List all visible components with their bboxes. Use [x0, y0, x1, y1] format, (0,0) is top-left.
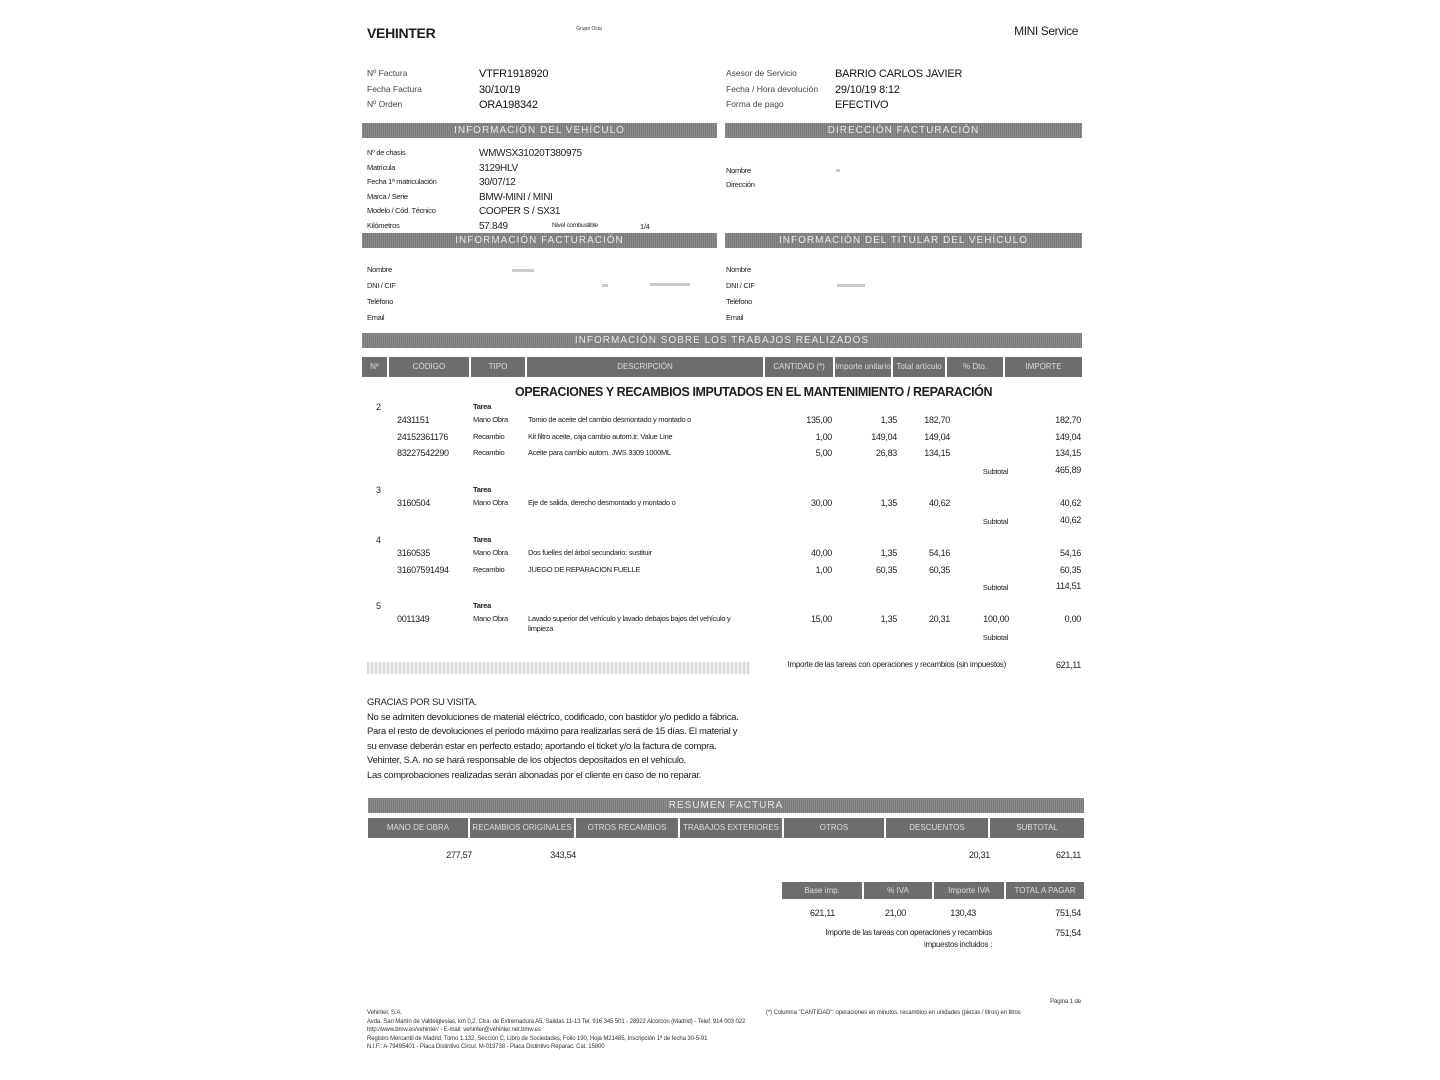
task-number: 3	[376, 485, 381, 495]
grand-total: 751,54	[1055, 928, 1081, 938]
order-number: ORA198342	[479, 99, 538, 111]
company-footer	[367, 1009, 745, 1052]
cell-unit: 26,83	[875, 448, 897, 458]
scan-artifact	[367, 662, 750, 674]
registration-date-label: Fecha 1ª matriculación	[367, 177, 437, 186]
model-label: Modelo / Cód. Técnico	[367, 206, 436, 215]
col-code: CÓDIGO	[389, 357, 469, 377]
cell-qty: 135,00	[806, 415, 832, 425]
summary-col-discounts: DESCUENTOS	[886, 818, 988, 838]
operations-total: 621,11	[1055, 660, 1081, 670]
mileage: 57.849	[479, 221, 508, 232]
redacted-mark	[602, 284, 608, 287]
cell-unit: 60,35	[875, 564, 897, 575]
client-id-label: DNI / CIF	[367, 281, 396, 290]
invoice-date-label: Fecha Factura	[367, 84, 422, 94]
tax-header	[782, 882, 1084, 899]
plate-label: Matrícula	[367, 163, 396, 172]
terms-line: Vehinter, S.A. no se hará responsable de los objectos depositados en el vehículo.	[367, 755, 686, 766]
holder-email-label: Email	[726, 313, 744, 322]
task-label: Tarea	[473, 485, 491, 494]
task-label: Tarea	[473, 402, 491, 411]
col-unit-price: Importe unitario	[835, 357, 891, 377]
subtotal-value: 465,89	[1055, 464, 1081, 475]
cell-amount: 134,15	[1055, 448, 1081, 458]
tax-col-base: Base imp.	[782, 882, 862, 899]
billing-name-label: Nombre	[726, 166, 751, 175]
grand-total-label-2: impuestos incluidos :	[924, 940, 992, 949]
company-logo: Grupo Ocai	[576, 26, 602, 32]
mileage-label: Kilómetros	[367, 221, 400, 230]
payment-label: Forma de pago	[726, 99, 784, 109]
col-quantity: CANTIDAD (*)	[765, 357, 833, 377]
tax-vat-amount: 130,43	[950, 908, 976, 918]
cell-qty: 5,00	[815, 448, 832, 458]
chassis-number: WMWSX31020T380975	[479, 148, 582, 159]
cell-type: Recambio	[473, 431, 505, 441]
footer-company: Vehinter, S.A.	[367, 1010, 402, 1016]
grand-total-label: Importe de las tareas con operaciones y recambios	[825, 928, 992, 937]
task-label: Tarea	[473, 535, 491, 544]
cell-amount: 54,16	[1059, 548, 1081, 558]
advisor-name: BARRIO CARLOS JAVIER	[835, 68, 963, 80]
subtotal-label: Subtotal	[982, 583, 1008, 592]
cell-desc: Tornio de aceite del cambio desmontado y montado o	[528, 415, 692, 424]
return-date: 29/10/19 8:12	[835, 84, 900, 96]
cell-code: 24152361176	[397, 431, 449, 442]
tax-col-vat-amount: Importe IVA	[934, 882, 1004, 899]
cell-amount: 60,35	[1059, 564, 1081, 575]
cell-amount: 40,62	[1059, 498, 1081, 508]
registration-date: 30/07/12	[479, 177, 516, 188]
client-phone-label: Teléfono	[367, 297, 393, 306]
cell-desc: Dos fuelles del árbol secundario: sustituir	[528, 548, 652, 557]
cell-desc: Kit filtro aceite, caja cambio autom.tr. Value Line	[528, 431, 673, 441]
company-name: VEHINTER	[367, 25, 436, 41]
col-type: TIPO	[471, 357, 525, 377]
vehicle-info-bar: INFORMACIÓN DEL VEHÍCULO	[362, 123, 717, 138]
subtotal-value: 40,62	[1059, 514, 1081, 525]
col-amount: IMPORTE	[1005, 357, 1082, 377]
cell-amount: 182,70	[1055, 415, 1081, 425]
summary-col-subtotal: SUBTOTAL	[990, 818, 1084, 838]
redacted-mark	[836, 169, 840, 172]
redacted-mark	[650, 283, 690, 286]
order-number-label: Nº Orden	[367, 99, 403, 109]
terms-notes	[367, 696, 787, 783]
cell-qty: 40,00	[810, 548, 832, 558]
cell-code: 2431151	[397, 415, 430, 425]
footer-address: Avda. San Martín de Valdeiglesias, km 0,2. Ctra. de Extremadura A5, Salidas 11-13 Tel. 916 345 501 - 28922 Alcorcón (Madrid) - Telef. 914 003 022	[367, 1018, 746, 1025]
footer-web: http://www.bmw.es/vehinter/ - E-mail: vehinter@vehinter.net.bmw.es	[367, 1027, 541, 1033]
chassis-label: Nº de chasis	[367, 148, 406, 157]
operations-title: OPERACIONES Y RECAMBIOS IMPUTADOS EN EL MANTENIMIENTO / REPARACIÓN	[515, 385, 993, 399]
summary-bar: RESUMEN FACTURA	[368, 798, 1084, 813]
summary-discounts: 20,31	[968, 850, 990, 860]
subtotal-value: 114,51	[1055, 581, 1081, 591]
summary-subtotal: 621,11	[1055, 850, 1081, 860]
work-info-bar: INFORMACIÓN SOBRE LOS TRABAJOS REALIZADOS	[362, 333, 1082, 348]
task-number: 4	[376, 535, 381, 545]
footer-registry: Registro Mercantil de Madrid, Tomo 1.132, Sección C, Libro de Sociedades, Folio 190, Hoja M21485, Inscripción 1ª de fecha 30-5-91	[367, 1035, 708, 1042]
plate-number: 3129HLV	[479, 163, 518, 174]
cell-total: 40,62	[928, 498, 950, 508]
task-label: Tarea	[473, 601, 491, 610]
model-code: COOPER S / SX31	[479, 206, 561, 217]
cell-code: 83227542290	[397, 448, 449, 458]
cell-qty: 30,00	[810, 498, 832, 508]
subtotal-label: Subtotal	[982, 632, 1008, 642]
client-email-label: Email	[367, 313, 385, 322]
redacted-mark	[512, 269, 534, 272]
invoice-date: 30/10/19	[479, 84, 521, 96]
thanks-line: GRACIAS POR SU VISITA.	[367, 697, 477, 708]
cell-total: 182,70	[924, 415, 950, 425]
cell-total: 134,15	[924, 448, 950, 458]
tax-vat-rate: 21,00	[884, 908, 906, 918]
invoice-number: VTFR1918920	[479, 68, 549, 80]
terms-line: Las comprobaciones realizadas serán abonadas por el cliente en caso de no reparar.	[367, 769, 701, 781]
terms-line: No se admiten devoluciones de material eléctrico, codificado, con bastidor y/o pedido a fábrica.	[367, 711, 739, 723]
col-discount: % Dto.	[947, 357, 1003, 377]
make-label: Marca / Serie	[367, 192, 408, 201]
service-brand: MINI Service	[1014, 24, 1078, 38]
col-description: DESCRIPCIÓN	[527, 357, 763, 377]
cell-qty: 15,00	[810, 614, 832, 624]
payment-method: EFECTIVO	[835, 99, 889, 111]
invoice-document	[362, 18, 1084, 1070]
work-table-header	[362, 357, 1082, 377]
billing-info-bar: INFORMACIÓN FACTURACIÓN	[362, 233, 717, 248]
subtotal-label: Subtotal	[982, 466, 1008, 476]
tax-col-vat-rate: % IVA	[864, 882, 932, 899]
cell-code: 0011349	[397, 614, 430, 624]
terms-line: su envase deberán estar en perfecto estado; aportando el ticket y/o la factura de compra.	[367, 740, 717, 752]
cell-unit: 1,35	[880, 548, 897, 558]
col-total-item: Total artículo	[893, 357, 945, 377]
cell-desc: Aceite para cambio autom. JWS 3309 1000ML	[528, 448, 671, 457]
col-number: Nº	[362, 357, 387, 377]
cell-code: 3160504	[397, 498, 430, 508]
make-series: BMW-MINI / MINI	[479, 192, 553, 203]
fuel-level: 1/4	[640, 222, 650, 231]
cell-qty: 1,00	[815, 431, 832, 442]
cell-amount: 149,04	[1055, 431, 1081, 442]
cell-type: Mano Obra	[473, 614, 508, 623]
cell-type: Mano Obra	[473, 498, 508, 507]
summary-col-labor: MANO DE OBRA	[368, 818, 468, 838]
redacted-mark	[837, 284, 865, 287]
billing-address-label: Dirección	[726, 180, 755, 189]
cell-unit: 1,35	[880, 498, 897, 508]
cell-unit: 149,04	[871, 431, 897, 442]
fuel-label: Nivel combustible	[552, 222, 598, 229]
cell-code: 3160535	[397, 548, 430, 558]
cell-unit: 1,35	[880, 415, 897, 425]
cell-type: Mano Obra	[473, 415, 508, 424]
cell-total: 20,31	[928, 614, 950, 624]
cell-total: 54,16	[928, 548, 950, 558]
cell-desc: Eje de salida, derecho desmontado y montado o	[528, 498, 676, 507]
cell-type: Recambio	[473, 448, 505, 457]
summary-header	[368, 818, 1084, 838]
cell-desc: JUEGO DE REPARACION FUELLE	[528, 564, 641, 574]
tax-total: 751,54	[1055, 908, 1081, 918]
cell-unit: 1,35	[880, 614, 897, 624]
cell-type: Mano Obra	[473, 548, 508, 557]
summary-col-other: OTROS	[784, 818, 884, 838]
summary-labor: 277,57	[446, 850, 472, 860]
cell-total: 60,35	[928, 564, 950, 575]
cell-code: 31607591494	[397, 564, 449, 575]
return-date-label: Fecha / Hora devolución	[726, 84, 819, 94]
task-number: 2	[376, 402, 381, 412]
cell-total: 149,04	[924, 431, 950, 442]
summary-col-other-parts: OTROS RECAMBIOS	[576, 818, 678, 838]
holder-phone-label: Teléfono	[726, 297, 752, 306]
task-number: 5	[376, 601, 381, 611]
tax-base: 621,11	[809, 908, 835, 918]
subtotal-label: Subtotal	[982, 516, 1008, 526]
advisor-label: Asesor de Servicio	[726, 68, 797, 78]
billing-address-bar: DIRECCIÓN FACTURACIÓN	[725, 123, 1082, 138]
summary-col-original-parts: RECAMBIOS ORIGINALES	[470, 818, 574, 838]
summary-original-parts: 343,54	[550, 850, 576, 860]
operations-total-label: Importe de las tareas con operaciones y recambios (sin impuestos)	[787, 660, 1006, 669]
page-number: Página 1 de	[1050, 999, 1081, 1005]
terms-line: Para el resto de devoluciones el periodo máximo para realizarlas será de 15 días. El material y	[367, 726, 738, 737]
holder-name-label: Nombre	[726, 265, 751, 274]
holder-info-bar: INFORMACIÓN DEL TITULAR DEL VEHÍCULO	[725, 233, 1082, 248]
cell-type: Recambio	[473, 564, 505, 574]
quantity-footnote: (*) Columna "CANTIDAD": operaciones en minutos, recambios en unidades (piezas / litros) en litros	[766, 1010, 1021, 1016]
footer-tax-id: N.I.F.: A-79495401 - Placa Distintivo Circul. M-013738 - Placa Distintivo Reparac. Cat. 15800	[367, 1044, 605, 1050]
holder-id-label: DNI / CIF	[726, 281, 755, 290]
cell-dto: 100,00	[983, 614, 1009, 624]
cell-qty: 1,00	[815, 564, 832, 575]
invoice-number-label: Nº Factura	[367, 68, 408, 78]
cell-desc: Lavado superior del vehículo y lavado debajos bajos del vehículo y limpieza	[528, 614, 731, 633]
summary-col-external-work: TRABAJOS EXTERIORES	[680, 818, 782, 838]
client-name-label: Nombre	[367, 265, 392, 274]
cell-amount: 0,00	[1064, 614, 1081, 624]
tax-col-total: TOTAL A PAGAR	[1006, 882, 1084, 899]
